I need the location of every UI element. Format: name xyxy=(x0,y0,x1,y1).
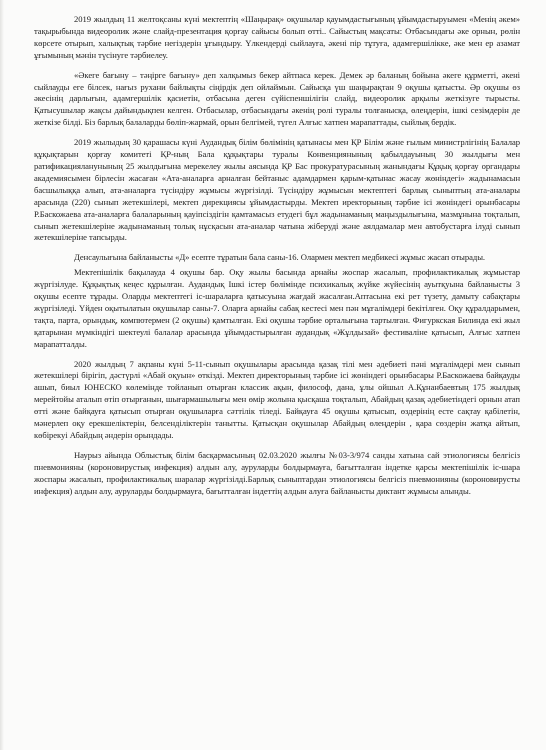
paragraph-abai-reading: 2020 жылдың 7 ақпаны күні 5-11-сынып оқушылары арасында қазақ тілі мен әдебиеті пәні мұғалімдері мен сынып жетекшілері бірігіп, дәстүрлі «Абай оқуын» өткізді. Мектеп директорының тәрбие ісі жөніндегі орынбасары Р.Баскожаева байқауды ашып, биыл ЮНЕСКО көлемінде тойланып отырған классик ақын, философ, дана, ұлы ойшыл А.Құнанбаевтың 175 жылдық мерейтойы аталып өтіп отырғанын, шығармашылығы мен өмір жолына қысқаша тоқталып, Абайдың қазақ әдебиетіндегі орнын атап өтті және байқауға қатысып отырған оқушыларға сәттілік тіледі. Байқауға 45 оқушы қатысып, өздерінің есте сақтау қабілетін, мәнерлеп оқу ерекшеліктерін, белсенділіктерін танытты. Қатысқан оқушылар Абайдың өлеңдерін , қара сөздерін жатқа айтып, көбірекуі Абайдың әндерін орындады. xyxy=(34,358,520,440)
paragraph-shanyrak-contest: 2019 жылдың 11 желтоқсаны күні мектептің «Шаңырақ» оқушылар қауымдастығының ұйымдастыруымен «Менің әкем» тақырыбында видеоролик және слайд-презентация қорғау сайысы болып өтті.. Сайыстың мақсаты: Отбасындағы әке орнын, рөлін көрсете отырып, халықтық тәрбие негіздерін ұғындыру. Үлкендерді сыйлауға, әкені пір тұтуға, адамгершілікке, әке мен ер азамат ұғымының мәнін түсінуге тәрбиелеу. xyxy=(34,14,520,60)
paragraph-child-rights-memo: 2019 жылыдың 30 қарашасы күні Аудандық білім бөлімінің қатынасы мен ҚР Білім және ғылым министрлігінің Балалар құқықтарын қорғау комитеті ҚР-ның Бала құқықтары туралы Конвенциянының қабылдауының 30 жылдығы мен ратификацияланунының 25 жылдығына мерекелеу жылы аясында ҚР Бас прокуратурасының жанындағы Құқық қорғау органдары академиясымен бірлесін жасаған «Ата-аналарға арналған бейтаныс адамдармен қарым-қатынас жасау жөніндегі» жадынамасын басшылыққа алып, ата-аналарға түсіндіру жұмысы жүргізілді. Түсіндіру жұмысын мектептегі барлық сыныптың ата-аналары арасында (220) сынып жетекшілері, мектеп дирекциясы ұйымдастырды. Мектеп иректорының тәрбие ісі жөніндегі орынбасары Р.Баскожаева ата-аналарға балаларының қауіпсіздігін қамтамасыз етудегі бұл жадынаманың маңыздылығына, мазмұнына тоқталып, сынып жетекшілеріне жадынаманың толық нұсқасын ата-аналар чатына жіберуді және аялдамалар мен автобустарға ілуді сынып жетекшілеріне тапсырды. xyxy=(34,137,520,243)
paragraph-internal-control: Мектепішілік бақылауда 4 оқушы бар. Оқу жылы басында арнайы жоспар жасалып, профилактикалық жұмыстар жүргізілуде. Құқықтық кеңес құрылған. Аудандық Ішкі істер бөлімінде психикалық жүйке жүйесінің ауытқуына байланысты 3 оқушы есепте тұрады. Оларды мектептегі іс-шараларға қатысуына жағдай жасалған.Аптасына екі рет түзету, дамыту сабақтары жүргізіледі. Үйден оқытылатын оқушылар саны-7. Оларға арнайы сабақ кестесі мен пән мұғалімдері бекітілген. Оқу құралдарымен, тақта, парта, орындық, компютермен (2 оқушы) қамтылған. Екі оқушы тәрбие орталығына тартылған. Фигуркская Билинда екі жыл қатарынан мүмкіндігі шектеулі балалар арасында ұйымдастырылған аудандық «Жұлдызай» фестиваліне қатысып, Алғыс хатпен марапатталды. xyxy=(34,267,520,349)
paragraph-father-respect: «Әкеге бағыну – тәңірге бағыну» деп халқымыз бекер айтпаса керек. Демек әр баланың бойына әкеге құрметті, әкені сыйлауды еге білсек, нағыз рухани байлықты сіңірдік деп ойлаймын. Сайысқа үш шаңырақтан 9 оқушы қатысты. Әр оқушы өз әкесінің дарлығын, адамгершілік қасиетін, отбасына деген сүйіспеншілігін слайд, видеоролик арқылы жеткізуге тырысты. Қатысушылар жақсы дайындықпен келген. Отбасылар, отбасындағы әкенің рөлі туралы толғанысқа, өлеңдерін, ішкі сезімдерін де жеткізе білді. Біз барлық балаларды бөліп-жармай, орын белгімей, түгел Алғыс хатпен марапаттады, сыйлық бердік. xyxy=(34,69,520,128)
paragraph-pneumonia-prevention: Наурыз айында Облыстық білім басқармасының 02.03.2020 жылғы №03-3/974 санды хатына сай этиологиясы белгісіз пневмонияны (короновирустық инфекция) алдын алу, ауруларды болдырмауға, бағытталған індетке қарсы мектепішілік іс-шара жоспары жасалып, профилактикалық шаралар жүргізілді.Барлық сыныптардан этиологиясы белгісіз пневмонияны (короновирусты инфекция) алдын алу, ауруларды болдырмауға, бағытталған індеттің алдын алуға байланысты диктант жұмысы алынды. xyxy=(34,449,520,496)
paragraph-health-register: Денсаулығына байланысты «Д» есепте тұратын бала саны-16. Олармен мектеп медбикесі жұмыс жасап отырады. xyxy=(74,252,486,263)
scan-edge-shadow xyxy=(0,0,4,750)
